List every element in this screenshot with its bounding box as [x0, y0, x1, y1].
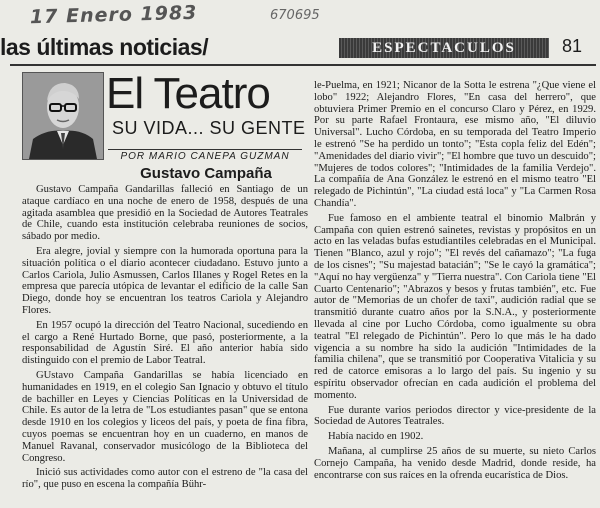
newspaper-name: [0, 32, 292, 62]
newspaper-name-text: las últimas noticias: [0, 34, 203, 60]
header-rule: [10, 64, 596, 66]
portrait-illustration: [23, 73, 103, 159]
paragraph: Fue famoso en el ambiente teatral el binomio Malbrán y Campaña con quien estrenó sainetes, revistas y propósitos en un acto en las veladas bufas estudiantiles celebradas en el Municipal. Tienen "Blanco, azul y rojo"; "El revés del cañamazo"; "La fuga de los cisnes"; "Su majestad batacián"; "Se le cayó la gramática"; "Aquí no hay vergüenza" y "Tierra nuestra". Con Cariola tiene "El Cuarto Centenario"; "Abrazos y besos y frutas también", etc. Fue autor de "Memorias de un chofer de taxi", audición radial que se transmitió durante cuatro años por la S.N.A., y posteriormente llevada al cine por Lucho Córdoba, como igualmente su obra teatral "El relegado de Pichintún". Pero lo que más le ha dado vigencia a su nombre ha sido la audición "Intimidades de la familia chilena", que se transmitió por Cooperativa Vitalicia y su red de catorce emisoras a lo largo del país. Su ingenio y su espíritu observador ofrecían en cada audición el problema del momento.: [314, 212, 596, 401]
masthead-slash: /: [202, 34, 209, 60]
article-subhead: Gustavo Campaña: [140, 165, 272, 182]
paragraph: Había nacido en 1902.: [328, 431, 424, 443]
paragraph: Fue durante varios periodos director y vice-presidente de la Sociedad de Autores Teatrales.: [314, 404, 596, 428]
article-subtitle: SU VIDA... SU GENTE: [112, 118, 306, 138]
clip-number: 670695: [270, 8, 320, 23]
paragraph: GUstavo Campaña Gandarillas se había licenciado en humanidades en 1919, en el colegio San Ignacio y obtuvo el título de bachiller en Leyes y Ciencias Políticas en la Universidad de Chile. Es autor de la letra de "Los estudiantes pasan" que se entona desde 1910 en los colegios y liceos del país, y poeta de fina fibra, cuyos poemas se encuentran hoy en un cuaderno, en manos de Manuel Ravanal, conservador musicólogo de la Biblioteca del Congreso.: [22, 369, 308, 464]
paragraph: Mañana, al cumplirse 25 años de su muerte, su nieto Carlos Cornejo Campaña, ha venido desde Madrid, donde reside, ha encontrarse con sus raíces en la ofrenda eucarística de Dios.: [314, 445, 596, 481]
page-number: 81: [562, 36, 583, 56]
section-banner: ESPECTACULOS: [339, 38, 549, 58]
byline: POR MARIO CANEPA GUZMAN: [108, 149, 302, 164]
paragraph: Gustavo Campaña Gandarillas falleció en Santiago de un ataque cardíaco en una noche de enero de 1958, después de una agitada asamblea que presidió en la Sociedad de Autores Teatrales de Chile, cuando esta institución celebraba reuniones de socios, sábado por medio.: [22, 184, 308, 243]
right-column: [314, 80, 596, 484]
author-portrait: [22, 72, 104, 160]
handwritten-date: 17 Enero 1983: [29, 1, 198, 29]
paragraph: Era alegre, jovial y siempre con la humorada oportuna para la situación política o el diario acontecer ciudadano. Estuvo junto a Carlos Cariola, Julio Asmussen, Carlos Illanes y Rogel Retes en la empresa que parecía utópica de levantar el edificio de la calle San Diego, donde hoy se encuentran los teatros Cariola y Alejandro Flores.: [22, 245, 308, 316]
article-title-block: [106, 70, 306, 139]
paragraph: En 1957 ocupó la dirección del Teatro Nacional, sucediendo en el cargo a René Hurtado Borne, que pasó, posteriormente, a la responsabilidad de Agustín Siré. El año anterior había sido distinguido con el premio de Labor Teatral.: [22, 319, 308, 367]
paragraph: Inició sus actividades como autor con el estreno de "la casa del río", que puso en escena la compañía Bühr-: [22, 467, 308, 491]
article-title: El Teatro: [106, 69, 270, 118]
paragraph: le-Puelma, en 1921; Nicanor de la Sotta le estrena "¿Que viene el lobo" 1922; Alejandro Flores, "En casa del herrero", que obtuviera Primer Premio en el concurso Claro y Pérez, en 1929. Por su parte Rafael Frontaura, ese mismo año, "El diluvio Universal". Lucho Córdoba, en su temporada del Teatro Imperio le estrenó "Se ha perdido un tonto"; "Esta copla feliz del Edén"; "Amenidades del diario vivir"; "El hombre que tuvo un descuido"; "Mujeres de todos colores"; "Intimidades de la familia Verdejo". La compañía de Ana González le estrenó en el mismo teatro "El relegado de Pichintún", "La ciudad está loca" y "La Carmen Rosa Chandía".: [314, 80, 596, 209]
left-column: [22, 184, 308, 494]
